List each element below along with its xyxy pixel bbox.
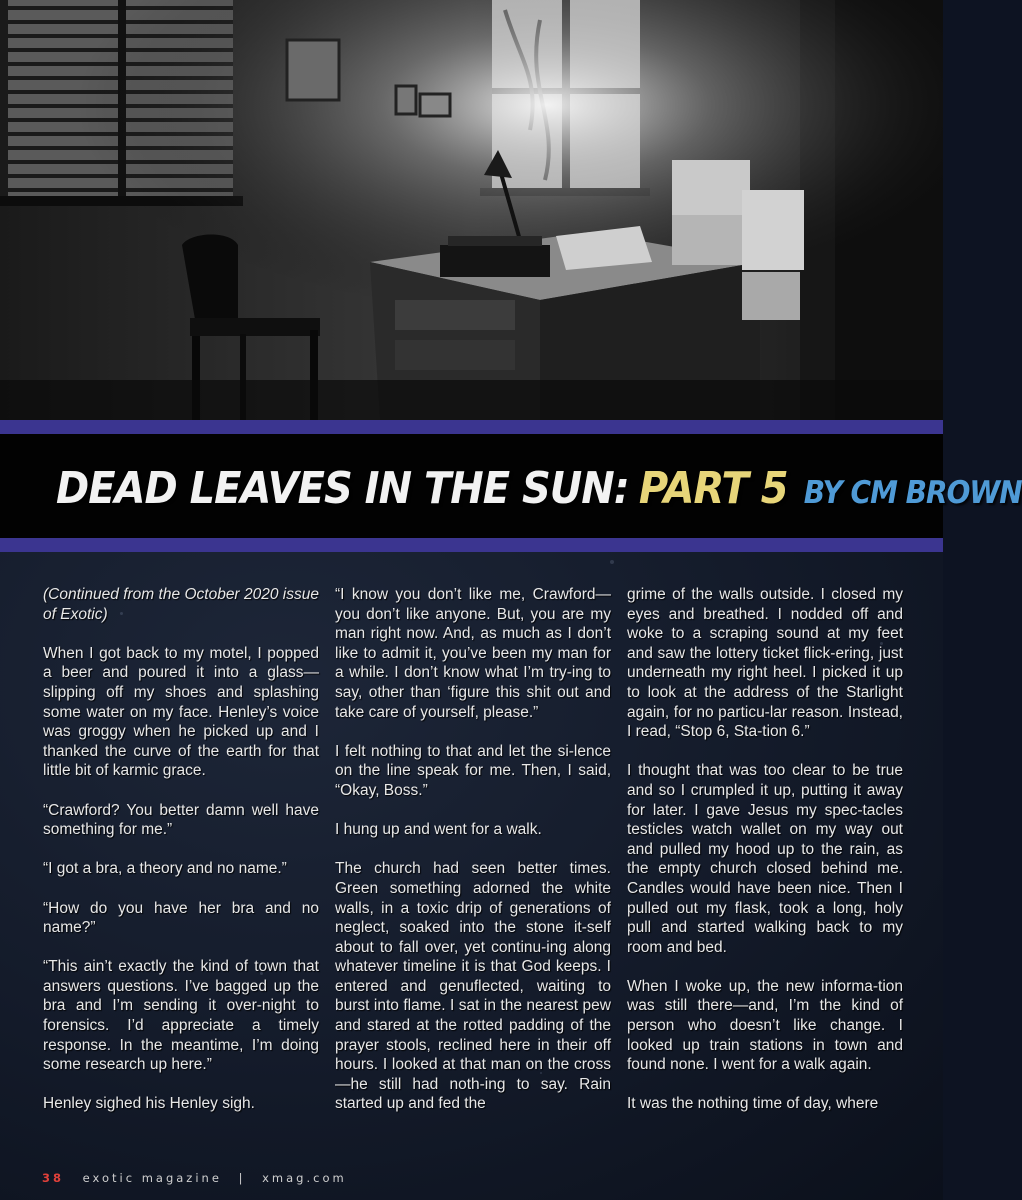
paragraph: The church had seen better times. Green something adorned the white walls, in a toxic drip of generations of neglect, soaked into the stone it-self about to fall over, yet continu-ing along whatever timeline it is that God keeps. I entered and genuflected, waiting to burst into flame. I sat in the nearest pew and stared at the rotted padding of the prayer stools, reclined here in their off hours. I looked at that man on the cross—he still had noth-ing to say. Rain started up and fed the <box>335 860 611 1113</box>
footer-separator: | <box>238 1171 246 1185</box>
paragraph: It was the nothing time of day, where <box>627 1095 879 1113</box>
accent-band-top <box>0 420 943 434</box>
column-3 <box>627 585 903 1134</box>
paragraph: “I know you don’t like me, Crawford—you don’t like anyone. But, you are my man right now. And, as much as I don’t like to admit it, you’ve been my man for a while. I don’t know what I’m try-ing to say, other than ‘figure this shit out and take care of yourself, please.” <box>335 586 611 721</box>
column-2 <box>335 585 611 1134</box>
office-photo-illustration <box>0 0 943 420</box>
paragraph: Henley sighed his Henley sigh. <box>43 1095 255 1113</box>
title-part: PART 5 <box>638 464 788 514</box>
paragraph: “Crawford? You better damn well have something for me.” <box>43 801 319 839</box>
paragraph: “This ain’t exactly the kind of town that answers questions. I’ve bagged up the bra and I’m sending it over-night to forensics. I’d appreciate a timely response. In the meantime, I’m doing some research up here.” <box>43 958 319 1074</box>
paragraph: I thought that was too clear to be true and so I crumpled it up, putting it away for later. I gave Jesus my spec-tacles testicles watch wallet on my way out and pulled my hood up to the rain, as the empty church closed behind me. Candles would have been nice. Then I pulled out my flask, took a long, holy pull and started walking back to my room and bed. <box>627 762 903 956</box>
website-link[interactable]: xmag.com <box>262 1171 347 1185</box>
article-title <box>56 466 1022 512</box>
paragraph: When I woke up, the new informa-tion was still there—and, I’m the kind of person who doesn’t like change. I looked up train stations in town and found none. I went for a walk again. <box>627 977 903 1074</box>
accent-band-bottom <box>0 538 943 552</box>
paragraph: grime of the walls outside. I closed my eyes and breathed. I nodded off and woke to a scraping sound at my feet and saw the lottery ticket flick-ering, just underneath my right heel. I picked it up to look at the address of the Starlight again, for no particu-lar reason. Instead, I read, “Stop 6, Sta-tion 6.” <box>627 586 903 741</box>
paragraph: I felt nothing to that and let the si-lence on the line speak for me. Then, I said, “Okay, Boss.” <box>335 742 611 799</box>
continuation-note: (Continued from the October 2020 issue of Exotic) <box>43 586 319 623</box>
header-photo <box>0 0 943 420</box>
page-number: 38 <box>42 1171 65 1185</box>
title-main: DEAD LEAVES IN THE SUN: <box>56 464 629 514</box>
paragraph: I hung up and went for a walk. <box>335 821 542 839</box>
column-1 <box>43 585 319 1134</box>
paragraph: When I got back to my motel, I popped a beer and poured it into a glass—slipping off my shoes and splashing some water on my face. Henley’s voice was groggy when he picked up and I thanked the curve of the earth for that little bit of karmic grace. <box>43 644 319 780</box>
paragraph: “I got a bra, a theory and no name.” <box>43 860 287 878</box>
byline: BY CM BROWN <box>803 474 1022 511</box>
paragraph: “How do you have her bra and no name?” <box>43 899 319 937</box>
magazine-name: exotic magazine <box>82 1171 222 1185</box>
page-footer <box>42 1171 347 1185</box>
